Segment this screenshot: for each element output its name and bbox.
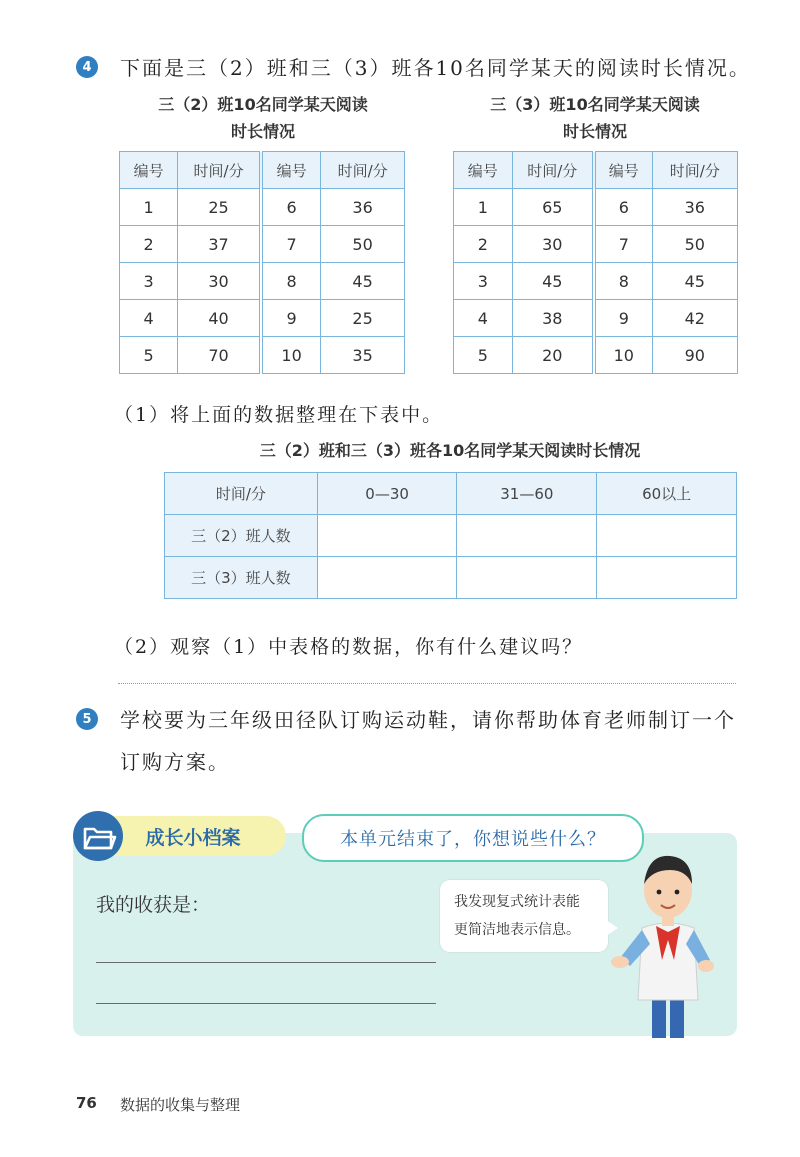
sub-question-2: （2）观察（1）中表格的数据，你有什么建议吗？ [114, 636, 584, 658]
cell-id: 1 [454, 189, 513, 226]
header-time: 时间/分 [178, 152, 261, 189]
question-4-badge: 4 [76, 56, 98, 78]
answer-cell[interactable] [317, 515, 457, 557]
cell-time: 45 [652, 263, 737, 300]
cell-id: 9 [261, 300, 321, 337]
table-row [454, 300, 738, 337]
cell-id: 6 [594, 189, 652, 226]
header-time: 时间/分 [512, 152, 594, 189]
table-row [454, 263, 738, 300]
summary-header-range-1: 0—30 [317, 473, 457, 515]
cell-id: 2 [120, 226, 178, 263]
summary-header-time: 时间/分 [165, 473, 318, 515]
header-id: 编号 [594, 152, 652, 189]
growth-record-label: 成长小档案 [100, 816, 286, 856]
cell-time: 25 [321, 300, 405, 337]
cell-time: 38 [512, 300, 594, 337]
folder-icon [72, 810, 124, 866]
cell-time: 45 [321, 263, 405, 300]
cell-time: 36 [652, 189, 737, 226]
class3-caption-line1: 三（3）班10名同学某天阅读 [490, 95, 700, 114]
summary-row-class2 [165, 515, 737, 557]
cell-time: 45 [512, 263, 594, 300]
speech-line-1: 我发现复式统计表能 [454, 894, 580, 910]
answer-cell[interactable] [457, 515, 597, 557]
question-5-line2: 订购方案。 [120, 750, 230, 774]
cell-time: 50 [321, 226, 405, 263]
speech-line-2: 更简洁地表示信息。 [454, 922, 580, 938]
header-id: 编号 [454, 152, 513, 189]
cell-id: 8 [261, 263, 321, 300]
cell-id: 8 [594, 263, 652, 300]
table-row [120, 189, 405, 226]
cell-time: 37 [178, 226, 261, 263]
cell-time: 40 [178, 300, 261, 337]
cell-time: 20 [512, 337, 594, 374]
cell-time: 30 [512, 226, 594, 263]
table-row [120, 337, 405, 374]
speech-bubble [440, 880, 608, 952]
cell-id: 1 [120, 189, 178, 226]
cell-id: 7 [594, 226, 652, 263]
header-time: 时间/分 [652, 152, 737, 189]
cell-id: 3 [454, 263, 513, 300]
cell-time: 36 [321, 189, 405, 226]
section-title: 数据的收集与整理 [120, 1096, 241, 1114]
summary-table [164, 472, 737, 599]
summary-header-range-3: 60以上 [597, 473, 737, 515]
summary-row-class3 [165, 557, 737, 599]
cell-id: 7 [261, 226, 321, 263]
cell-time: 30 [178, 263, 261, 300]
table-row [120, 263, 405, 300]
class2-reading-table [119, 151, 405, 374]
table-row [454, 337, 738, 374]
cell-id: 5 [454, 337, 513, 374]
cell-time: 50 [652, 226, 737, 263]
page-number: 76 [76, 1094, 97, 1112]
question-4-text: 下面是三（2）班和三（3）班各10名同学某天的阅读时长情况。 [120, 56, 751, 80]
summary-header-row [165, 473, 737, 515]
class2-caption-line2: 时长情况 [230, 122, 295, 141]
cell-id: 5 [120, 337, 178, 374]
answer-cell[interactable] [597, 557, 737, 599]
cell-id: 10 [594, 337, 652, 374]
summary-header-range-2: 31—60 [457, 473, 597, 515]
writing-line [96, 1003, 436, 1004]
prompt-bubble: 本单元结束了，你想说些什么？ [302, 814, 644, 862]
table-row [120, 300, 405, 337]
summary-row-label: 三（2）班人数 [165, 515, 318, 557]
harvest-label: 我的收获是： [96, 894, 211, 916]
summary-row-label: 三（3）班人数 [165, 557, 318, 599]
summary-table-title: 三（2）班和三（3）班各10名同学某天阅读时长情况 [259, 441, 641, 460]
answer-cell[interactable] [597, 515, 737, 557]
table-header-row [120, 152, 405, 189]
cell-time: 42 [652, 300, 737, 337]
answer-dotted-line [118, 683, 736, 684]
cell-time: 35 [321, 337, 405, 374]
table-header-row [454, 152, 738, 189]
cell-time: 25 [178, 189, 261, 226]
class3-reading-table [453, 151, 738, 374]
question-5-line1: 学校要为三年级田径队订购运动鞋，请你帮助体育老师制订一个 [120, 708, 736, 732]
answer-cell[interactable] [317, 557, 457, 599]
table-row [454, 226, 738, 263]
cell-id: 4 [120, 300, 178, 337]
boy-illustration [600, 838, 730, 1042]
writing-line [96, 962, 436, 963]
class2-caption-line1: 三（2）班10名同学某天阅读 [158, 95, 368, 114]
question-5-badge: 5 [76, 708, 98, 730]
class3-caption-line2: 时长情况 [562, 122, 627, 141]
table-row [120, 226, 405, 263]
sub-question-1: （1）将上面的数据整理在下表中。 [114, 404, 444, 426]
header-id: 编号 [261, 152, 321, 189]
cell-id: 9 [594, 300, 652, 337]
cell-id: 2 [454, 226, 513, 263]
cell-id: 3 [120, 263, 178, 300]
cell-id: 10 [261, 337, 321, 374]
cell-id: 4 [454, 300, 513, 337]
cell-time: 65 [512, 189, 594, 226]
cell-time: 90 [652, 337, 737, 374]
cell-time: 70 [178, 337, 261, 374]
header-id: 编号 [120, 152, 178, 189]
table-row [454, 189, 738, 226]
header-time: 时间/分 [321, 152, 405, 189]
answer-cell[interactable] [457, 557, 597, 599]
cell-id: 6 [261, 189, 321, 226]
